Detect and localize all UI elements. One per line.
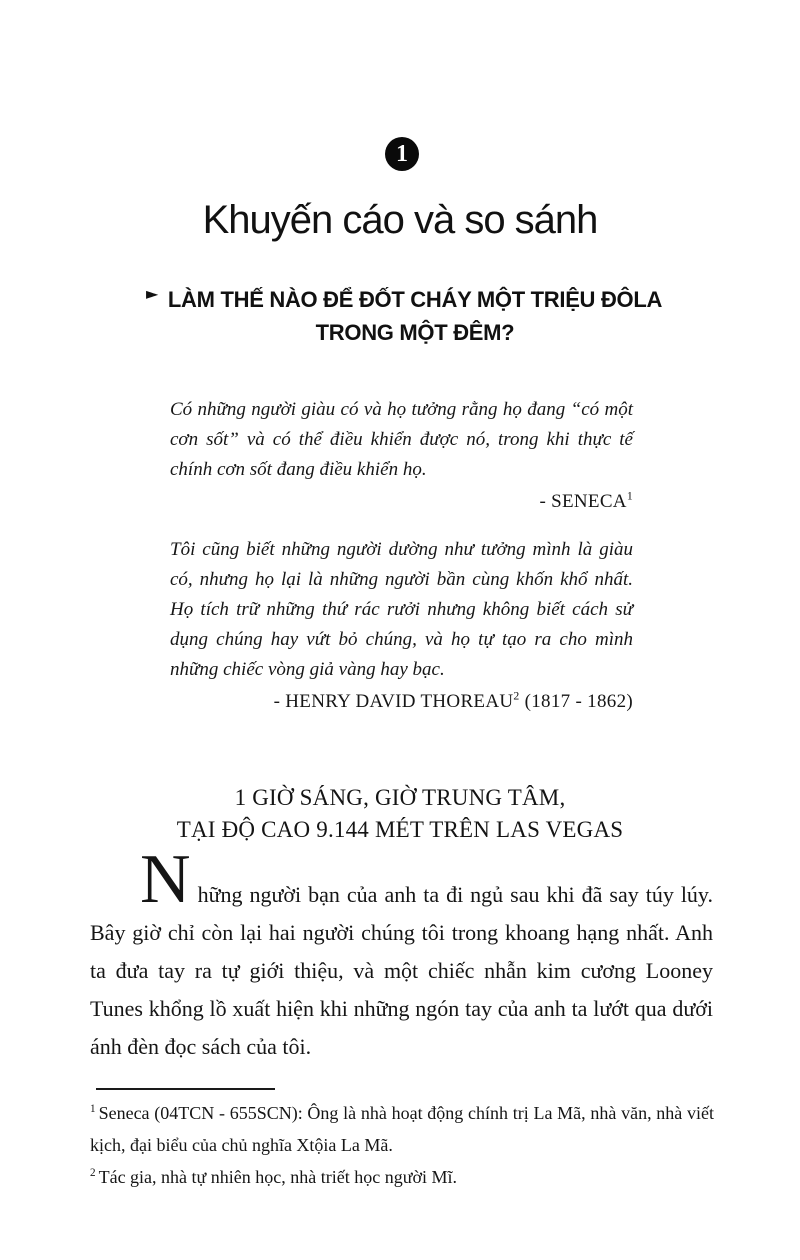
footnote-reference-2: 2 bbox=[513, 689, 520, 703]
footnote-separator-rule bbox=[96, 1088, 275, 1090]
footnote-1-text: Seneca (04TCN - 655SCN): Ông là nhà hoạt động chính trị La Mã, nhà văn, nhà viết kịch, đại biểu của chủ nghĩa Xtộia La Mã. bbox=[90, 1103, 714, 1155]
epigraph-thoreau-attribution bbox=[170, 689, 633, 715]
chapter-title: Khuyến cáo và so sánh bbox=[202, 198, 598, 242]
epigraph-seneca bbox=[170, 395, 633, 515]
subtitle-line-2: TRONG MỘT ĐÊM? bbox=[315, 320, 515, 345]
attribution-name: - HENRY DAVID THOREAU bbox=[273, 691, 514, 712]
epigraph-thoreau bbox=[170, 535, 633, 715]
footnote-1-marker: 1 bbox=[90, 1103, 96, 1115]
section-heading-line-2: TẠI ĐỘ CAO 9.144 MÉT TRÊN LAS VEGAS bbox=[176, 817, 624, 842]
subtitle-line-1: LÀM THẾ NÀO ĐỂ ĐỐT CHÁY MỘT TRIỆU ĐÔLA bbox=[167, 287, 663, 312]
footnote-2 bbox=[90, 1161, 714, 1193]
chapter-subtitle-text bbox=[150, 283, 680, 349]
attribution-name: - SENECA bbox=[539, 491, 627, 512]
body-paragraph bbox=[90, 841, 713, 1066]
drop-cap: N bbox=[140, 841, 191, 918]
triangle-right-icon: ► bbox=[146, 284, 159, 303]
chapter-subtitle bbox=[0, 283, 800, 349]
chapter-number: 1 bbox=[396, 141, 408, 167]
footnote-reference-1: 1 bbox=[626, 489, 633, 503]
attribution-suffix: (1817 - 1862) bbox=[519, 691, 633, 712]
footnote-2-text: Tác gia, nhà tự nhiên học, nhà triết học người Mĩ. bbox=[98, 1167, 458, 1187]
section-heading-line-1: 1 GIỜ SÁNG, GIỜ TRUNG TÂM, bbox=[234, 785, 566, 810]
chapter-number-badge bbox=[385, 137, 419, 171]
section-heading bbox=[0, 782, 800, 846]
footnotes-section bbox=[90, 1097, 714, 1193]
footnote-2-marker: 2 bbox=[90, 1167, 96, 1179]
epigraph-seneca-text: Có những người giàu có và họ tưởng rằng họ đang “có một cơn sốt” và có thể điều khiển được nó, trong khi thực tế chính cơn sốt đang điều khiển họ. bbox=[170, 399, 633, 480]
body-paragraph-text: hững người bạn của anh ta đi ngủ sau khi đã say túy lúy. Bây giờ chỉ còn lại hai người chúng tôi trong khoang hạng nhất. Anh ta đưa tay ra tự giới thiệu, và một chiếc nhẫn kim cương Looney Tunes khổng lồ xuất hiện khi những ngón tay của anh ta lướt qua dưới ánh đèn đọc sách của tôi. bbox=[90, 882, 713, 1059]
epigraph-thoreau-text: Tôi cũng biết những người dường như tưởng mình là giàu có, nhưng họ lại là những người bần cùng khốn khổ nhất. Họ tích trữ những thứ rác rưởi nhưng không biết cách sử dụng chúng hay vứt bỏ chúng, và họ tự tạo ra cho mình những chiếc vòng giả vàng hay bạc. bbox=[170, 539, 633, 680]
epigraph-seneca-attribution bbox=[170, 489, 633, 515]
footnote-1 bbox=[90, 1097, 714, 1161]
